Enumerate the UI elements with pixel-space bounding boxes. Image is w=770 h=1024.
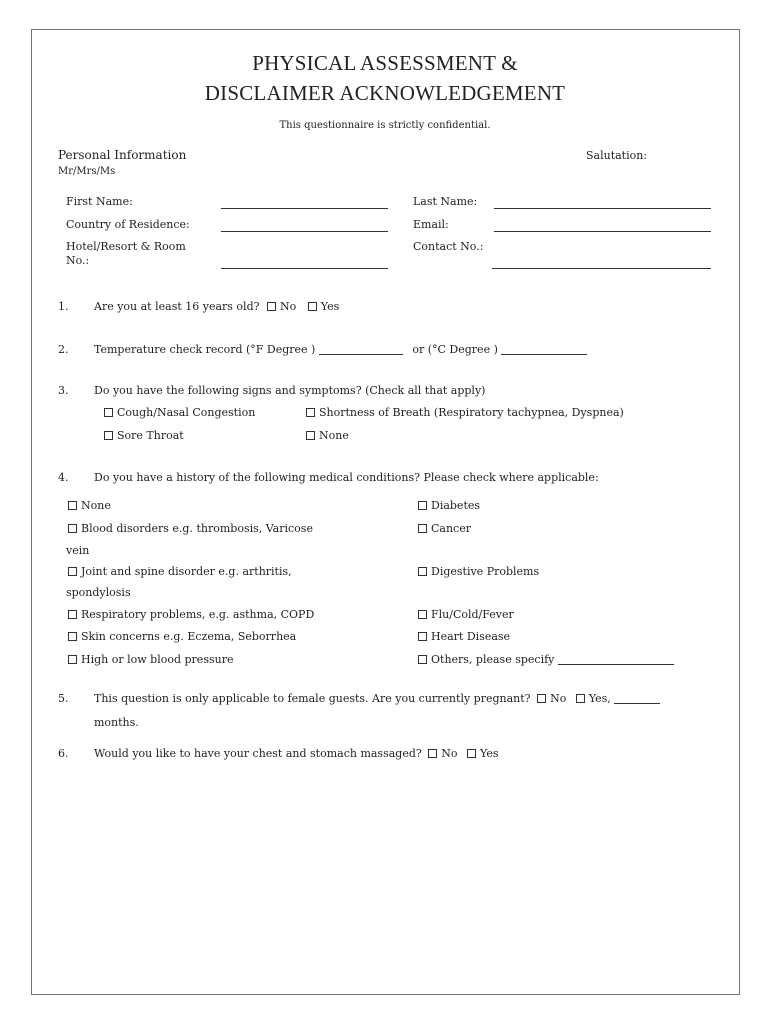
- q6-no-checkbox[interactable]: [428, 749, 437, 758]
- symptoms-none-checkbox[interactable]: [306, 431, 315, 440]
- contact-field[interactable]: [492, 268, 711, 269]
- cough-checkbox[interactable]: [104, 408, 113, 417]
- blood-disorders-checkbox[interactable]: [68, 524, 77, 533]
- personal-info-heading: Personal Information: [58, 148, 187, 162]
- sore-throat-checkbox[interactable]: [104, 431, 113, 440]
- cough-label: Cough/Nasal Congestion: [117, 406, 256, 419]
- question-6: [94, 747, 499, 760]
- q3-number: 3.: [58, 384, 69, 397]
- condition-cancer: [418, 522, 471, 535]
- form-title-line1: PHYSICAL ASSESSMENT &: [252, 51, 518, 75]
- condition-label: None: [81, 499, 111, 512]
- country-label: Country of Residence:: [66, 218, 190, 231]
- skin-checkbox[interactable]: [68, 632, 77, 641]
- form-page: [31, 29, 740, 995]
- q1-yes-checkbox[interactable]: [308, 302, 317, 311]
- q6-number: 6.: [58, 747, 69, 760]
- condition-label: High or low blood pressure: [81, 653, 234, 666]
- condition-label: Heart Disease: [431, 630, 511, 643]
- q4-number: 4.: [58, 471, 69, 484]
- first-name-label: First Name:: [66, 195, 133, 208]
- salutation-options: Mr/Mrs/Ms: [58, 166, 116, 177]
- q3-option-none: [306, 429, 349, 442]
- q2-celsius-label: or (°C Degree ): [412, 343, 498, 356]
- form-title-line2: DISCLAIMER ACKNOWLEDGEMENT: [204, 81, 566, 105]
- country-field[interactable]: [221, 231, 388, 232]
- condition-label: Respiratory problems, e.g. asthma, COPD: [81, 608, 315, 621]
- condition-label: Diabetes: [431, 499, 481, 512]
- last-name-label: Last Name:: [413, 195, 478, 208]
- sore-throat-label: Sore Throat: [117, 429, 184, 442]
- condition-joint-spine-wrap: spondylosis: [66, 586, 131, 599]
- condition-respiratory: [68, 608, 314, 621]
- cancer-checkbox[interactable]: [418, 524, 427, 533]
- fahrenheit-field[interactable]: [319, 344, 403, 355]
- q6-text: Would you like to have your chest and stomach massaged?: [94, 747, 422, 760]
- diabetes-checkbox[interactable]: [418, 501, 427, 510]
- q1-yes-label: Yes: [320, 300, 340, 313]
- condition-none: [68, 499, 111, 512]
- shortness-of-breath-checkbox[interactable]: [306, 408, 315, 417]
- condition-blood-disorders-wrap: vein: [66, 544, 90, 557]
- others-specify-field[interactable]: [558, 654, 674, 665]
- q5-months-label: months.: [94, 716, 139, 729]
- others-checkbox[interactable]: [418, 655, 427, 664]
- q1-number: 1.: [58, 300, 69, 313]
- pregnancy-months-field[interactable]: [614, 693, 660, 704]
- condition-others: [418, 653, 674, 666]
- digestive-checkbox[interactable]: [418, 567, 427, 576]
- q1-text: Are you at least 16 years old?: [94, 300, 260, 313]
- last-name-field[interactable]: [494, 208, 711, 209]
- confidential-note: This questionnaire is strictly confidential.: [279, 120, 491, 131]
- q6-yes-label: Yes: [480, 747, 499, 760]
- condition-heart: [418, 630, 510, 643]
- condition-joint-spine: [68, 565, 292, 578]
- symptoms-none-label: None: [319, 429, 349, 442]
- q6-no-label: No: [441, 747, 458, 760]
- celsius-field[interactable]: [501, 344, 587, 355]
- email-field[interactable]: [494, 231, 711, 232]
- q2-number: 2.: [58, 343, 69, 356]
- question-2: [94, 343, 587, 356]
- condition-none-checkbox[interactable]: [68, 501, 77, 510]
- flu-checkbox[interactable]: [418, 610, 427, 619]
- condition-label: Others, please specify: [431, 653, 555, 666]
- question-5: [94, 692, 660, 705]
- contact-label: Contact No.:: [413, 240, 484, 253]
- condition-label: Skin concerns e.g. Eczema, Seborrhea: [81, 630, 297, 643]
- q2-fahrenheit-label: Temperature check record (°F Degree ): [94, 343, 316, 356]
- condition-label: Joint and spine disorder e.g. arthritis,: [81, 565, 292, 578]
- first-name-field[interactable]: [221, 208, 388, 209]
- q5-number: 5.: [58, 692, 69, 705]
- condition-digestive: [418, 565, 539, 578]
- condition-flu: [418, 608, 514, 621]
- condition-diabetes: [418, 499, 480, 512]
- hotel-label-line2: No.:: [66, 254, 90, 267]
- q3-option-cough: [104, 406, 255, 419]
- q1-no-label: No: [280, 300, 297, 313]
- joint-spine-checkbox[interactable]: [68, 567, 77, 576]
- q5-text: This question is only applicable to female guests. Are you currently pregnant?: [94, 692, 531, 705]
- q3-text: Do you have the following signs and symptoms? (Check all that apply): [94, 384, 486, 397]
- condition-label: Blood disorders e.g. thrombosis, Varicose: [81, 522, 313, 535]
- condition-blood-disorders: [68, 522, 313, 535]
- q5-no-label: No: [550, 692, 567, 705]
- q5-no-checkbox[interactable]: [537, 694, 546, 703]
- hotel-label-line1: Hotel/Resort & Room: [66, 240, 186, 253]
- blood-pressure-checkbox[interactable]: [68, 655, 77, 664]
- q6-yes-checkbox[interactable]: [467, 749, 476, 758]
- email-label: Email:: [413, 218, 449, 231]
- condition-skin: [68, 630, 296, 643]
- salutation-label: Salutation:: [586, 149, 648, 162]
- q3-option-sore-throat: [104, 429, 184, 442]
- hotel-room-field[interactable]: [221, 268, 388, 269]
- condition-label: Digestive Problems: [431, 565, 540, 578]
- heart-disease-checkbox[interactable]: [418, 632, 427, 641]
- q5-yes-label: Yes,: [588, 692, 611, 705]
- q4-text: Do you have a history of the following medical conditions? Please check where applicable:: [94, 471, 599, 484]
- q3-option-breath: [306, 406, 624, 419]
- question-1: [94, 300, 339, 313]
- q1-no-checkbox[interactable]: [267, 302, 276, 311]
- shortness-of-breath-label: Shortness of Breath (Respiratory tachypnea, Dyspnea): [319, 406, 624, 419]
- q5-yes-checkbox[interactable]: [576, 694, 585, 703]
- respiratory-checkbox[interactable]: [68, 610, 77, 619]
- condition-label: Flu/Cold/Fever: [431, 608, 514, 621]
- condition-label: Cancer: [431, 522, 471, 535]
- condition-blood-pressure: [68, 653, 233, 666]
